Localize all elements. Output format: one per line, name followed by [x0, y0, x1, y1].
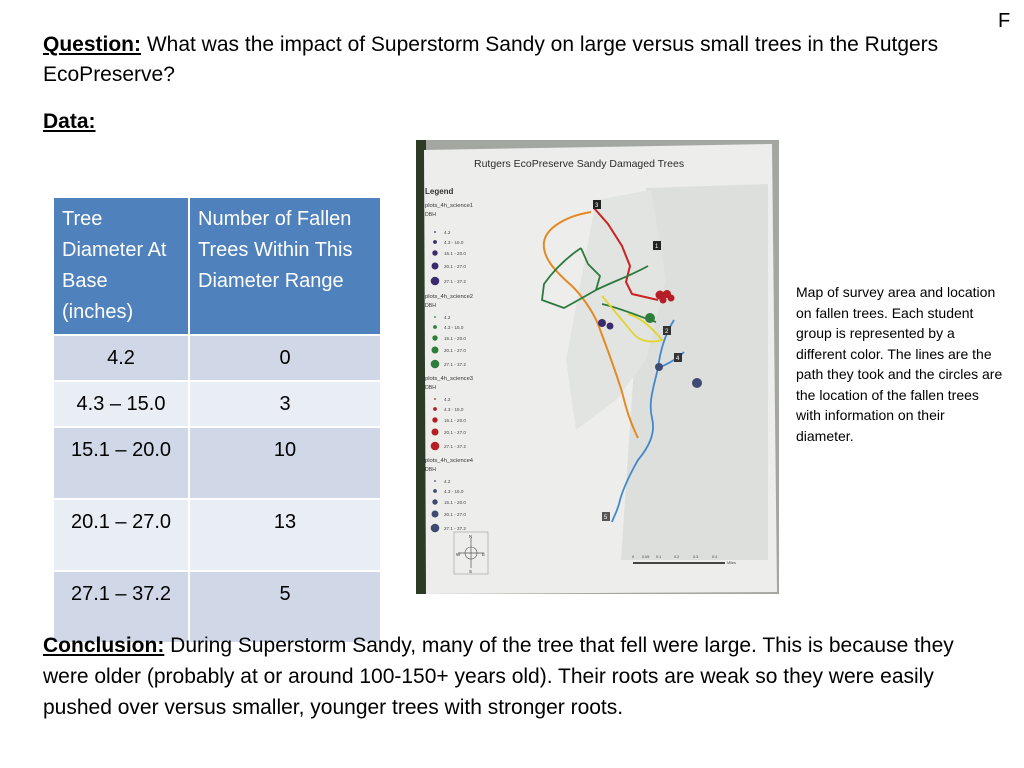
legend-range-g2-r2: 4.3 - 15.0	[444, 325, 464, 330]
compass-north-label: N	[469, 534, 473, 539]
legend-range-g4-r3: 15.1 - 20.0	[444, 500, 466, 505]
legend-dot-g3-r4	[432, 429, 439, 436]
diameter-cell: 27.1 – 37.2	[53, 571, 189, 643]
compass-west-label: W	[456, 552, 461, 557]
compass-south-label: S	[469, 569, 473, 574]
scale-label: 0	[632, 555, 635, 559]
legend-dot-g1-r3	[432, 250, 437, 255]
legend-range-g1-r5: 27.1 - 37.2	[444, 279, 466, 284]
legend-group-3-name: plots_4h_science3	[425, 376, 474, 382]
legend-dot-g3-r3	[432, 417, 437, 422]
legend-range-g1-r1: 4.2	[444, 230, 451, 235]
legend-group-4-field: DBH	[425, 467, 436, 473]
legend-range-g3-r2: 4.3 - 15.0	[444, 407, 464, 412]
legend-range-g2-r3: 15.1 - 20.0	[444, 336, 466, 341]
legend-range-g1-r2: 4.3 - 15.0	[444, 240, 464, 245]
legend-dot-g4-r2	[433, 489, 437, 493]
scale-label: 0.3	[693, 555, 699, 559]
count-cell: 13	[189, 499, 381, 571]
legend-range-g3-r5: 27.1 - 37.2	[444, 444, 466, 449]
table-header-row	[53, 197, 381, 335]
legend-dot-g1-r2	[433, 240, 437, 244]
conclusion	[43, 630, 983, 723]
fallen-tree-marker	[645, 313, 655, 323]
scale-unit-label: Miles	[727, 561, 736, 565]
scale-label: 0.4	[712, 555, 718, 559]
scale-label: 0.1	[656, 555, 662, 559]
map-caption: Map of survey area and location on fallen trees. Each student group is represented by a different color. The lines are the path they took and the circles are the location of the fallen trees with information on their diameter.	[796, 284, 1003, 444]
legend-dot-g1-r4	[432, 263, 439, 270]
legend-range-g2-r4: 20.1 - 27.0	[444, 348, 466, 353]
legend-range-g3-r4: 20.1 - 27.0	[444, 430, 466, 435]
scale-label: 0.05	[642, 555, 650, 559]
fallen-tree-marker	[655, 363, 663, 371]
fallen-tree-marker	[692, 378, 702, 388]
legend-range-g3-r3: 15.1 - 20.0	[444, 418, 466, 423]
fallen-trees-table	[52, 196, 382, 644]
legend-range-g4-r1: 4.2	[444, 479, 451, 484]
legend-dot-g4-r1	[434, 480, 436, 482]
table-row	[53, 335, 381, 381]
header-tree-diameter: Tree Diameter At Base (inches)	[53, 197, 189, 335]
legend-group-1-name: plots_4h_science1	[425, 203, 474, 209]
legend-range-g4-r4: 20.1 - 27.0	[444, 512, 466, 517]
scale-label: 0.2	[674, 555, 680, 559]
conclusion-label: Conclusion:	[43, 634, 165, 657]
legend-dot-g1-r5	[431, 277, 440, 286]
legend-range-g1-r4: 20.1 - 27.0	[444, 264, 466, 269]
legend-group-3-field: DBH	[425, 385, 436, 391]
survey-map-photo	[416, 140, 779, 594]
fallen-tree-marker	[598, 319, 606, 327]
legend-dot-g2-r2	[433, 325, 437, 329]
legend-group-4-name: plots_4h_science4	[425, 458, 474, 464]
legend-range-g2-r1: 4.2	[444, 315, 451, 320]
question-text: What was the impact of Superstorm Sandy on large versus small trees in the Rutgers EcoPreserve?	[43, 33, 939, 86]
diameter-cell: 4.2	[53, 335, 189, 381]
legend-dot-g2-r5	[431, 360, 440, 369]
scale-bar	[633, 562, 725, 564]
plot-marker-label: 1	[655, 244, 659, 250]
legend-dot-g4-r3	[432, 499, 437, 504]
question-label: Question:	[43, 33, 141, 56]
legend-group-2-field: DBH	[425, 303, 436, 309]
legend-dot-g2-r4	[432, 347, 439, 354]
fallen-tree-marker	[668, 295, 675, 302]
legend-dot-g4-r5	[431, 524, 440, 533]
plot-marker-label: 4	[676, 356, 680, 362]
conclusion-text: During Superstorm Sandy, many of the tree that fell were large. This is because they were older (probably at or around 100-150+ years old). Their roots are weak so they were easily pushed over versus smaller, younger trees with stronger roots.	[43, 634, 954, 719]
map-legend-title: Legend	[425, 187, 454, 196]
legend-range-g1-r3: 15.1 - 20.0	[444, 251, 466, 256]
legend-dot-g3-r2	[433, 407, 437, 411]
plot-marker-label: 3	[595, 203, 599, 209]
table-row	[53, 427, 381, 499]
compass-east-label: E	[482, 552, 486, 557]
legend-group-2-name: plots_4h_science2	[425, 294, 474, 300]
legend-group-1-field: DBH	[425, 212, 436, 218]
count-cell: 5	[189, 571, 381, 643]
plot-marker-label: 2	[665, 329, 669, 335]
legend-dot-g3-r1	[434, 398, 436, 400]
question	[43, 30, 973, 90]
fallen-tree-marker	[660, 297, 667, 304]
legend-dot-g2-r1	[434, 316, 436, 318]
legend-dot-g3-r5	[431, 442, 440, 451]
diameter-cell: 4.3 – 15.0	[53, 381, 189, 427]
slide-letter: F	[998, 10, 1011, 32]
count-cell: 10	[189, 427, 381, 499]
legend-dot-g2-r3	[432, 335, 437, 340]
legend-dot-g1-r1	[434, 231, 436, 233]
map-title: Rutgers EcoPreserve Sandy Damaged Trees	[474, 158, 685, 170]
count-cell: 0	[189, 335, 381, 381]
header-fallen-tree-count: Number of Fallen Trees Within This Diameter Range	[189, 197, 381, 335]
legend-range-g4-r5: 27.1 - 37.2	[444, 526, 466, 531]
fallen-tree-marker	[607, 323, 614, 330]
legend-range-g3-r1: 4.2	[444, 397, 451, 402]
legend-range-g4-r2: 4.3 - 15.0	[444, 489, 464, 494]
legend-range-g2-r5: 27.1 - 37.2	[444, 362, 466, 367]
table-row	[53, 499, 381, 571]
legend-dot-g4-r4	[432, 511, 439, 518]
diameter-cell: 15.1 – 20.0	[53, 427, 189, 499]
table-row	[53, 381, 381, 427]
count-cell: 3	[189, 381, 381, 427]
diameter-cell: 20.1 – 27.0	[53, 499, 189, 571]
data-label: Data:	[43, 110, 96, 133]
plot-marker-label: 5	[604, 515, 608, 521]
